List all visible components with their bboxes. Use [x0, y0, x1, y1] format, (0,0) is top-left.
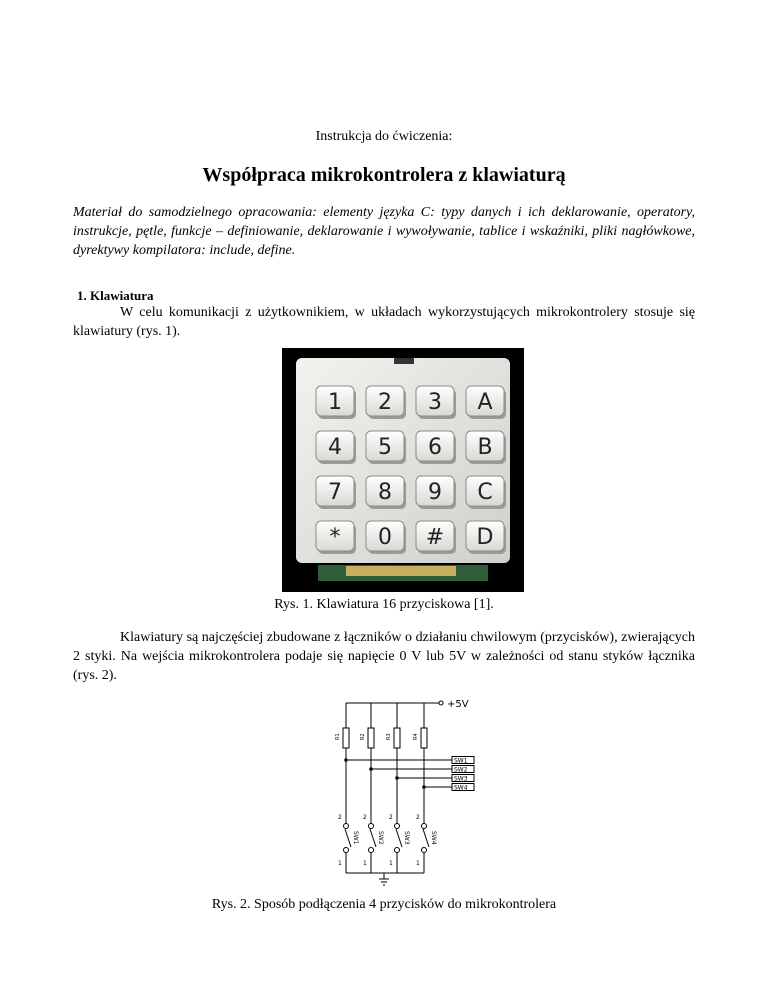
switch-pin-bottom: 1 — [338, 860, 342, 867]
keypad-key — [366, 521, 406, 554]
keypad-key-label: 3 — [428, 390, 442, 415]
keypad-key-label: 1 — [328, 390, 342, 415]
keypad-key-label: C — [477, 480, 493, 505]
resistor-label: R1 — [335, 733, 341, 740]
signal-line-label: SW2 — [454, 766, 468, 774]
switch-label: SW4 — [430, 831, 437, 845]
keypad-key-label: 8 — [378, 480, 392, 505]
keypad-key — [416, 431, 456, 464]
keypad-key-label: 4 — [328, 435, 342, 460]
signal-line-label: SW1 — [454, 757, 468, 765]
switch-pin-top: 2 — [389, 814, 393, 821]
paragraph-switches: Klawiatury są najczęściej zbudowane z łączników o działaniu chwilowym (przycisków), zwierających 2 styki. Na wejścia mikrokontrolera podaje się napięcie 0 V lub 5V w zależności od stanu styków łącznika (rys. 2). — [73, 630, 695, 683]
switch-pin-top: 2 — [416, 814, 420, 821]
keypad-key — [316, 521, 356, 554]
section-heading: 1. Klawiatura — [77, 288, 154, 303]
keypad-key-label: * — [329, 525, 341, 550]
keypad-key — [466, 386, 506, 419]
keypad-illustration — [282, 348, 524, 592]
keypad-key — [466, 476, 506, 509]
switch-pin-bottom: 1 — [389, 860, 393, 867]
keypad-key — [316, 431, 356, 464]
schematic-labels — [335, 699, 469, 867]
resistor-label: R4 — [413, 733, 419, 740]
keypad-key-label: # — [425, 525, 445, 550]
switch-label: SW1 — [352, 831, 359, 845]
switch-pin-top: 2 — [338, 814, 342, 821]
keypad-key — [316, 476, 356, 509]
paragraph-intro: W celu komunikacji z użytkownikiem, w układach wykorzystujących mikrokontrolery stosuje się klawiatury (rys. 1). — [73, 305, 695, 339]
keypad-photo — [282, 348, 524, 592]
keypad-key-label: 7 — [328, 480, 342, 505]
material-note: Materiał do samodzielnego opracowania: elementy języka C: typy danych i ich deklarowanie, operatory, instrukcje, pętle, funkcje – definiowanie, deklarowanie i wywoływanie, tablice i wskaźniki, pliki nagłówkowe, dyrektywy kompilatora: include, define. — [73, 205, 695, 258]
keypad-key — [466, 521, 506, 554]
keypad-key-label: 0 — [378, 525, 392, 550]
keypad-key — [366, 386, 406, 419]
supply-label: +5V — [447, 699, 469, 710]
signal-line-label: SW4 — [454, 784, 468, 792]
keypad-key-label: 6 — [428, 435, 442, 460]
resistor-label: R2 — [360, 733, 366, 740]
switch-label: SW3 — [403, 831, 410, 845]
switch-label: SW2 — [377, 831, 384, 845]
keypad-key-label: A — [477, 390, 493, 415]
signal-line-label: SW3 — [454, 775, 468, 783]
keypad-key — [366, 476, 406, 509]
keypad-key-label: 5 — [378, 435, 392, 460]
switch-schematic — [331, 695, 478, 890]
schematic-wires — [343, 701, 474, 885]
keypad-key-label: D — [476, 525, 494, 550]
keypad-key-label: 9 — [428, 480, 442, 505]
keypad-key — [316, 386, 356, 419]
keypad-key — [466, 431, 506, 464]
switch-pin-bottom: 1 — [416, 860, 420, 867]
resistor-label: R3 — [386, 733, 392, 740]
schematic-diagram — [331, 695, 478, 890]
figure2-caption: Rys. 2. Sposób podłączenia 4 przycisków do mikrokontrolera — [211, 897, 557, 912]
keypad-key — [416, 521, 456, 554]
keypad-key-label: B — [477, 435, 493, 460]
keypad-key — [416, 476, 456, 509]
figure1-caption: Rys. 1. Klawiatura 16 przyciskowa [1]. — [274, 597, 494, 612]
keypad-key-label: 2 — [378, 390, 392, 415]
document-subtitle: Instrukcja do ćwiczenia: — [315, 129, 453, 144]
switch-pin-bottom: 1 — [363, 860, 367, 867]
switch-pin-top: 2 — [363, 814, 367, 821]
keypad-key — [416, 386, 456, 419]
document-title: Współpraca mikrokontrolera z klawiaturą — [202, 164, 566, 186]
keypad-key — [366, 431, 406, 464]
